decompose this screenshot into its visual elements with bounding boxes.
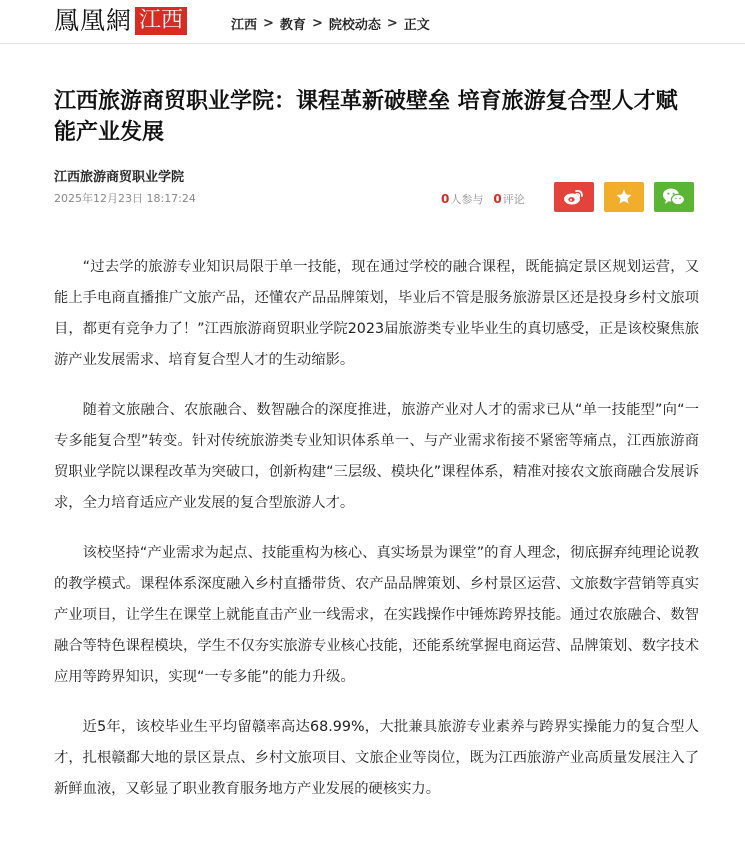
site-header <box>0 0 745 44</box>
weibo-icon <box>563 188 585 206</box>
article-paragraph: 近5年，该校毕业生平均留赣率高达68.99%，大批兼具旅游专业素养与跨界实操能力的复合型人才，扎根赣鄱大地的景区景点、乡村文旅项目、文旅企业等岗位，既为江西旅游产业高质量发展注入了新鲜血液，又彰显了职业教育服务地方产业发展的硬核实力。 <box>54 719 699 797</box>
article-body <box>54 252 699 824</box>
breadcrumb <box>231 14 430 33</box>
participants-stat[interactable] <box>441 191 483 207</box>
comments-stat[interactable] <box>493 191 524 207</box>
article-stats <box>441 191 535 207</box>
logo-main-text: 鳳凰網 <box>54 6 133 35</box>
logo-region-text: 江西 <box>135 7 187 35</box>
participants-label: 人参与 <box>450 193 484 206</box>
star-icon <box>615 188 633 206</box>
wechat-icon <box>662 187 686 207</box>
article-title: 江西旅游商贸职业学院：课程革新破壁垒 培育旅游复合型人才赋能产业发展 <box>54 89 678 145</box>
breadcrumb-item-school-news[interactable]: 院校动态 <box>328 18 381 33</box>
article-datetime: 2025年12月23日 18:17:24 <box>54 192 196 205</box>
article-paragraph: 随着文旅融合、农旅融合、数智融合的深度推进，旅游产业对人才的需求已从“单一技能型”向“一专多能复合型”转变。针对传统旅游类专业知识体系单一、与产业需求衔接不紧密等痛点，江西旅游商贸职业学院以课程改革为突破口，创新构建“三层级、模块化”课程体系，精准对接农文旅商融合发展诉求，全力培育适应产业发展的复合型旅游人才。 <box>54 402 699 511</box>
comments-count: 0 <box>493 192 502 206</box>
share-weibo-button[interactable] <box>554 182 594 212</box>
site-logo[interactable] <box>54 6 187 36</box>
article-source[interactable]: 江西旅游商贸职业学院 <box>54 170 185 185</box>
breadcrumb-item-jiangxi[interactable]: 江西 <box>231 18 258 33</box>
article-paragraph: “过去学的旅游专业知识局限于单一技能，现在通过学校的融合课程，既能搞定景区规划运营，又能上手电商直播推广文旅产品，还懂农产品品牌策划，毕业后不管是服务旅游景区还是投身乡村文旅项目，都更有竞争力了！”江西旅游商贸职业学院2023届旅游类专业毕业生的真切感受，正是该校聚焦旅游产业发展需求、培育复合型人才的生动缩影。 <box>54 259 699 368</box>
article-paragraph: 该校坚持“产业需求为起点、技能重构为核心、真实场景为课堂”的育人理念，彻底摒弃纯理论说教的教学模式。课程体系深度融入乡村直播带货、农产品品牌策划、乡村景区运营、文旅数字营销等真实产业项目，让学生在课堂上就能直击产业一线需求，在实践操作中锤炼跨界技能。通过农旅融合、数智融合等特色课程模块，学生不仅夯实旅游专业核心技能，还能系统掌握电商运营、品牌策划、数字技术应用等跨界知识，实现“一专多能”的能力升级。 <box>54 545 699 685</box>
breadcrumb-separator: > <box>386 16 398 31</box>
breadcrumb-separator: > <box>263 16 274 31</box>
breadcrumb-item-current: 正文 <box>403 18 430 33</box>
comments-label: 评论 <box>502 193 525 206</box>
share-wechat-button[interactable] <box>654 182 694 212</box>
breadcrumb-separator: > <box>311 16 323 31</box>
participants-count: 0 <box>441 192 450 206</box>
breadcrumb-item-education[interactable]: 教育 <box>279 18 306 33</box>
favorite-button[interactable] <box>604 182 644 212</box>
